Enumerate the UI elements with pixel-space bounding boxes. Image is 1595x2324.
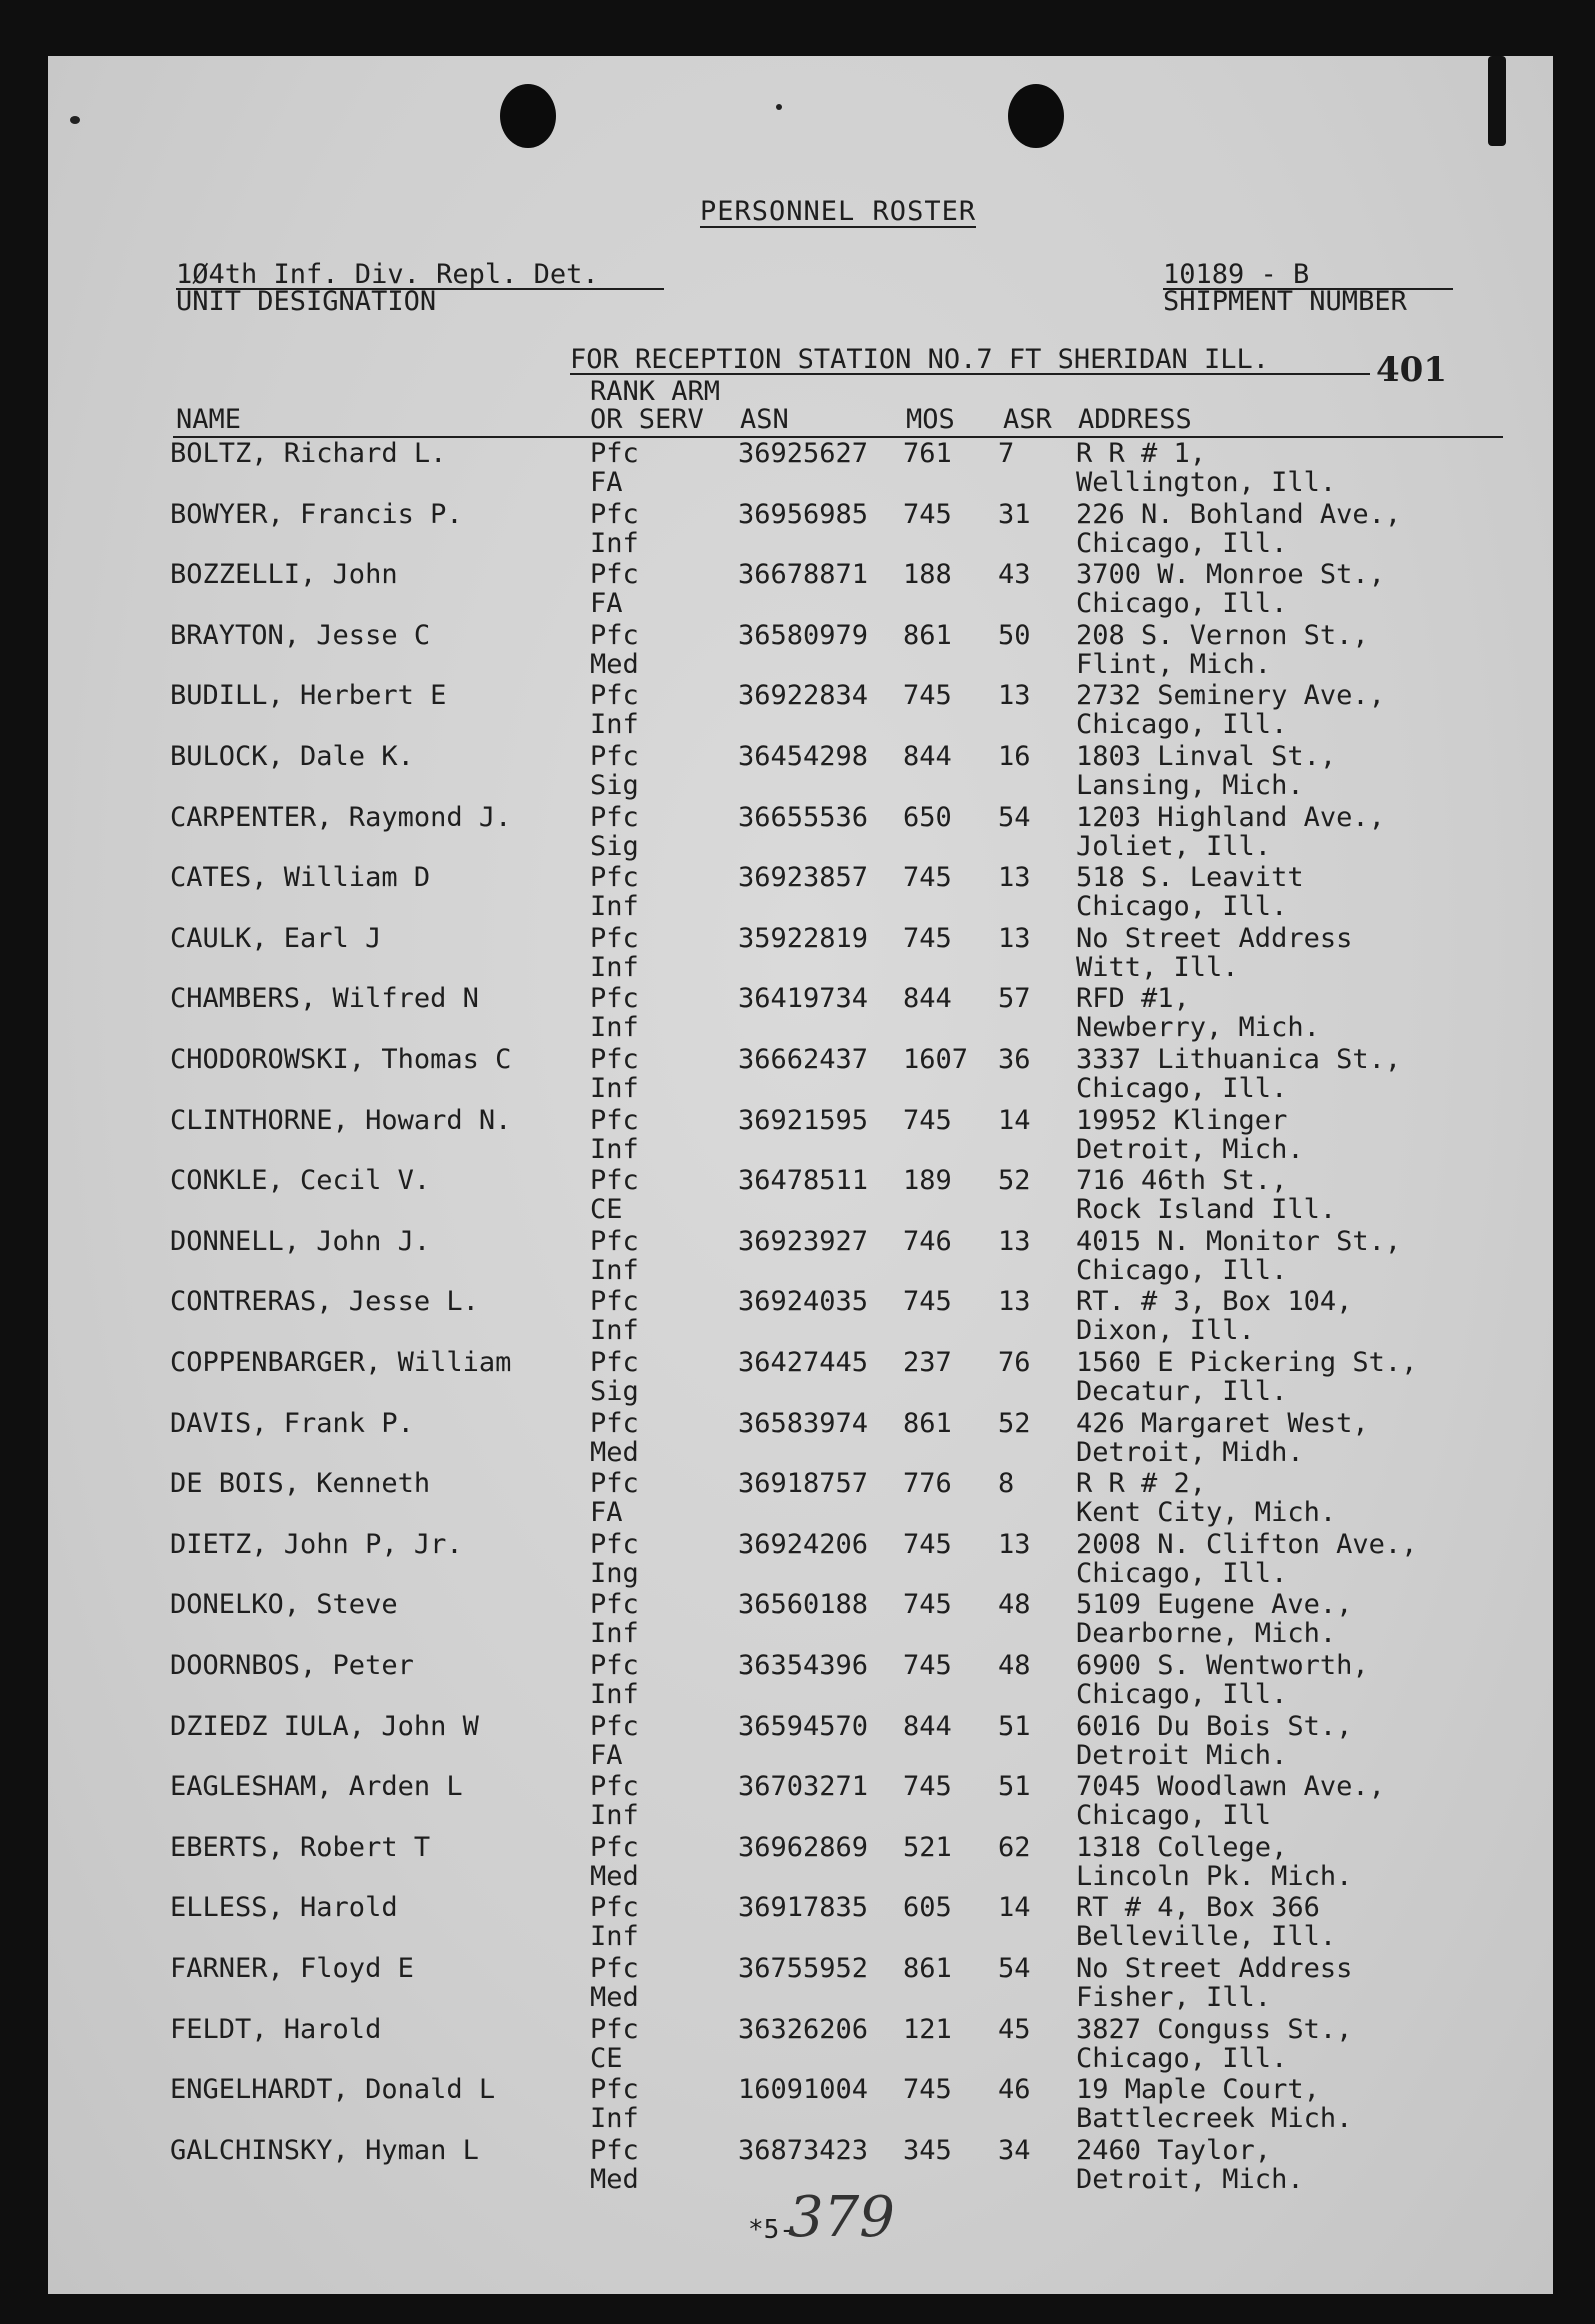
reception-rule: [570, 373, 1370, 375]
cell-asn: 36755952: [738, 1953, 869, 1984]
cell-address-line-1: 19952 Klinger: [1076, 1104, 1288, 1136]
cell-name: DONNELL, John J.: [170, 1225, 431, 1257]
cell-arm-or-service: Sig: [590, 770, 639, 801]
table-row: [48, 1894, 1553, 1954]
cell-address-line-2: Flint, Mich.: [1076, 648, 1272, 680]
cell-address-line-2: Chicago, Ill.: [1076, 891, 1288, 923]
reception-station-line: FOR RECEPTION STATION NO.7 FT SHERIDAN ILL.: [570, 344, 1269, 375]
shipment-number-value: 10189 - B: [1163, 259, 1310, 290]
cell-name: BOLTZ, Richard L.: [170, 438, 447, 469]
cell-address-line-2: Lansing, Mich.: [1076, 770, 1304, 801]
cell-asr: 51: [998, 1710, 1031, 1742]
cell-arm-or-service: FA: [590, 1739, 623, 1771]
cell-rank: Pfc: [590, 862, 639, 894]
footer-page-number: *5-: [748, 2215, 795, 2245]
cell-arm-or-service: Inf: [590, 1315, 639, 1347]
cell-address-line-2: Chicago, Ill.: [1076, 1557, 1288, 1589]
cell-asr: 14: [998, 1892, 1031, 1924]
cell-rank: Pfc: [590, 1710, 639, 1742]
table-row: [48, 2076, 1553, 2136]
cell-rank: Pfc: [590, 2134, 639, 2166]
cell-address-line-1: 226 N. Bohland Ave.,: [1076, 498, 1402, 530]
cell-asr: 57: [998, 983, 1031, 1015]
cell-mos: 188: [903, 559, 952, 591]
cell-name: ENGELHARDT, Donald L: [170, 2074, 496, 2106]
roster-page: [48, 56, 1553, 2294]
cell-asn: 36583974: [738, 1407, 869, 1439]
cell-name: DONELKO, Steve: [170, 1589, 398, 1621]
cell-arm-or-service: Med: [590, 2163, 639, 2195]
cell-rank: Pfc: [590, 1104, 639, 1136]
cell-name: CHODOROWSKI, Thomas C: [170, 1044, 512, 1075]
cell-asn: 36922834: [738, 680, 869, 712]
table-row: [48, 801, 1553, 864]
cell-asr: 54: [998, 1953, 1031, 1984]
cell-asr: 13: [998, 1225, 1031, 1257]
cell-address-line-1: 1560 E Pickering St.,: [1076, 1347, 1418, 1378]
cell-asr: 14: [998, 1104, 1031, 1136]
cell-asn: 36923857: [738, 862, 869, 894]
cell-asr: 13: [998, 1528, 1031, 1560]
table-row: [48, 619, 1553, 682]
header-asn: ASN: [740, 404, 789, 435]
cell-rank: Pfc: [590, 619, 639, 651]
header-asr: ASR: [1003, 404, 1052, 435]
shipment-number-label: SHIPMENT NUMBER: [1163, 286, 1407, 317]
cell-address-line-2: Dearborne, Mich.: [1076, 1618, 1337, 1650]
cell-rank: Pfc: [590, 1407, 639, 1439]
cell-name: CONTRERAS, Jesse L.: [170, 1286, 479, 1318]
cell-arm-or-service: Inf: [590, 709, 639, 741]
cell-name: CARPENTER, Raymond J.: [170, 801, 512, 833]
cell-mos: 861: [903, 1953, 952, 1984]
cell-asr: 36: [998, 1044, 1031, 1075]
table-row: [48, 1104, 1553, 1167]
cell-name: FELDT, Harold: [170, 2013, 382, 2045]
cell-address-line-2: Dixon, Ill.: [1076, 1315, 1255, 1347]
table-row: [48, 1046, 1553, 1106]
cell-rank: Pfc: [590, 1771, 639, 1803]
cell-mos: 745: [903, 2074, 952, 2106]
cell-mos: 605: [903, 1892, 952, 1924]
cell-address-line-2: Newberry, Mich.: [1076, 1012, 1320, 1044]
table-row: [48, 1470, 1553, 1530]
cell-rank: Pfc: [590, 680, 639, 712]
cell-address-line-1: 3337 Lithuanica St.,: [1076, 1044, 1402, 1075]
cell-name: BOZZELLI, John: [170, 559, 398, 591]
cell-address-line-1: 5109 Eugene Ave.,: [1076, 1589, 1353, 1621]
cell-address-line-1: No Street Address: [1076, 1953, 1353, 1984]
cell-address-line-1: 2460 Taylor,: [1076, 2134, 1272, 2166]
cell-mos: 345: [903, 2134, 952, 2166]
cell-arm-or-service: FA: [590, 588, 623, 620]
cell-mos: 745: [903, 922, 952, 954]
cell-asn: 36655536: [738, 801, 869, 833]
cell-asr: 51: [998, 1771, 1031, 1803]
cell-address-line-1: 1203 Highland Ave.,: [1076, 801, 1385, 833]
punch-hole-right: [1008, 84, 1064, 148]
cell-address-line-2: Chicago, Ill.: [1076, 588, 1288, 620]
header-or-serv: OR SERV: [590, 404, 704, 435]
cell-rank: Pfc: [590, 1468, 639, 1500]
cell-mos: 121: [903, 2013, 952, 2045]
cell-name: EAGLESHAM, Arden L: [170, 1771, 463, 1803]
cell-address-line-1: RT. # 3, Box 104,: [1076, 1286, 1353, 1318]
cell-asr: 8: [998, 1468, 1015, 1500]
table-row: [48, 1225, 1553, 1288]
cell-asn: 36924035: [738, 1286, 869, 1318]
cell-arm-or-service: FA: [590, 1497, 623, 1529]
table-row: [48, 985, 1553, 1045]
cell-name: BRAYTON, Jesse C: [170, 619, 431, 651]
cell-asr: 13: [998, 922, 1031, 954]
table-row: [48, 1167, 1553, 1227]
table-row: [48, 1407, 1553, 1470]
cell-asn: 36326206: [738, 2013, 869, 2045]
cell-arm-or-service: Inf: [590, 1133, 639, 1165]
cell-address-line-1: 4015 N. Monitor St.,: [1076, 1225, 1402, 1257]
table-row: [48, 1288, 1553, 1348]
cell-mos: 745: [903, 1771, 952, 1803]
cell-asr: 34: [998, 2134, 1031, 2166]
cell-name: EBERTS, Robert T: [170, 1831, 431, 1863]
cell-asn: 36956985: [738, 498, 869, 530]
cell-mos: 844: [903, 1710, 952, 1742]
table-row: [48, 1652, 1553, 1712]
unit-designation-label: UNIT DESIGNATION: [176, 286, 437, 317]
cell-address-line-2: Chicago, Ill.: [1076, 709, 1288, 741]
cell-asn: 36427445: [738, 1347, 869, 1378]
table-row: [48, 864, 1553, 924]
cell-name: CATES, William D: [170, 862, 431, 894]
cell-name: CLINTHORNE, Howard N.: [170, 1104, 512, 1136]
cell-arm-or-service: Inf: [590, 1254, 639, 1286]
cell-mos: 745: [903, 680, 952, 712]
header-name: NAME: [176, 404, 242, 435]
cell-mos: 861: [903, 619, 952, 651]
ink-speck: [776, 104, 782, 110]
cell-rank: Pfc: [590, 1953, 639, 1984]
cell-address-line-1: 426 Margaret West,: [1076, 1407, 1369, 1439]
cell-name: COPPENBARGER, William: [170, 1347, 512, 1378]
cell-arm-or-service: Inf: [590, 1679, 639, 1710]
table-row: [48, 682, 1553, 742]
cell-arm-or-service: CE: [590, 1194, 623, 1226]
cell-asr: 52: [998, 1165, 1031, 1197]
cell-address-line-2: Chicago, Ill.: [1076, 1073, 1288, 1104]
cell-asn: 36478511: [738, 1165, 869, 1197]
handwritten-number: 379: [788, 2185, 895, 2250]
cell-address-line-2: Chicago, Ill: [1076, 1800, 1272, 1832]
cell-asn: 36454298: [738, 741, 869, 772]
cell-asr: 45: [998, 2013, 1031, 2045]
cell-address-line-1: 6900 S. Wentworth,: [1076, 1650, 1369, 1681]
cell-mos: 761: [903, 438, 952, 469]
cell-address-line-2: Fisher, Ill.: [1076, 1982, 1272, 2013]
cell-mos: 745: [903, 1650, 952, 1681]
cell-mos: 861: [903, 1407, 952, 1439]
cell-asn: 36580979: [738, 619, 869, 651]
cell-mos: 745: [903, 1104, 952, 1136]
cell-arm-or-service: Inf: [590, 1921, 639, 1953]
cell-address-line-1: 1803 Linval St.,: [1076, 741, 1337, 772]
cell-mos: 844: [903, 983, 952, 1015]
cell-mos: 1607: [903, 1044, 969, 1075]
cell-rank: Pfc: [590, 2074, 639, 2106]
cell-arm-or-service: Med: [590, 1982, 639, 2013]
cell-arm-or-service: Inf: [590, 2103, 639, 2135]
cell-address-line-1: 518 S. Leavitt: [1076, 862, 1304, 894]
cell-asn: 36923927: [738, 1225, 869, 1257]
cell-address-line-1: 208 S. Vernon St.,: [1076, 619, 1369, 651]
cell-name: GALCHINSKY, Hyman L: [170, 2134, 479, 2166]
cell-rank: Pfc: [590, 1347, 639, 1378]
cell-asr: 16: [998, 741, 1031, 772]
cell-name: CHAMBERS, Wilfred N: [170, 983, 479, 1015]
cell-address-line-2: Decatur, Ill.: [1076, 1376, 1288, 1407]
cell-asn: 36917835: [738, 1892, 869, 1924]
cell-address-line-2: Joliet, Ill.: [1076, 830, 1272, 862]
cell-address-line-2: Kent City, Mich.: [1076, 1497, 1337, 1529]
cell-arm-or-service: Med: [590, 648, 639, 680]
table-row: [48, 1955, 1553, 2015]
cell-name: DOORNBOS, Peter: [170, 1650, 414, 1681]
cell-asn: 16091004: [738, 2074, 869, 2106]
cell-address-line-2: Witt, Ill.: [1076, 951, 1239, 983]
table-row: [48, 1831, 1553, 1894]
cell-address-line-1: 3700 W. Monroe St.,: [1076, 559, 1385, 591]
cell-rank: Pfc: [590, 1892, 639, 1924]
table-row: [48, 1349, 1553, 1409]
cell-mos: 521: [903, 1831, 952, 1863]
cell-asn: 36662437: [738, 1044, 869, 1075]
cell-rank: Pfc: [590, 1831, 639, 1863]
cell-arm-or-service: Sig: [590, 1376, 639, 1407]
cell-rank: Pfc: [590, 1589, 639, 1621]
cell-asr: 48: [998, 1589, 1031, 1621]
table-row: [48, 1528, 1553, 1591]
cell-address-line-2: Chicago, Ill.: [1076, 2042, 1288, 2074]
cell-rank: Pfc: [590, 1225, 639, 1257]
cell-asn: 36925627: [738, 438, 869, 469]
cell-address-line-1: 6016 Du Bois St.,: [1076, 1710, 1353, 1742]
cell-rank: Pfc: [590, 2013, 639, 2045]
cell-arm-or-service: Inf: [590, 527, 639, 559]
cell-mos: 745: [903, 498, 952, 530]
cell-address-line-2: Rock Island Ill.: [1076, 1194, 1337, 1226]
cell-address-line-2: Wellington, Ill.: [1076, 467, 1337, 498]
cell-rank: Pfc: [590, 559, 639, 591]
cell-name: BULOCK, Dale K.: [170, 741, 414, 772]
cell-asr: 13: [998, 862, 1031, 894]
cell-rank: Pfc: [590, 1044, 639, 1075]
cell-arm-or-service: Inf: [590, 891, 639, 923]
cell-asn: 36419734: [738, 983, 869, 1015]
cell-asr: 76: [998, 1347, 1031, 1378]
cell-asn: 36354396: [738, 1650, 869, 1681]
cell-address-line-2: Detroit Mich.: [1076, 1739, 1288, 1771]
cell-name: DE BOIS, Kenneth: [170, 1468, 431, 1500]
table-row: [48, 1710, 1553, 1773]
cell-rank: Pfc: [590, 801, 639, 833]
cell-rank: Pfc: [590, 438, 639, 469]
cell-arm-or-service: Inf: [590, 1073, 639, 1104]
cell-asn: 36918757: [738, 1468, 869, 1500]
cell-address-line-1: 1318 College,: [1076, 1831, 1288, 1863]
cell-address-line-2: Battlecreek Mich.: [1076, 2103, 1353, 2135]
cell-name: DIETZ, John P, Jr.: [170, 1528, 463, 1560]
cell-mos: 745: [903, 862, 952, 894]
cell-rank: Pfc: [590, 983, 639, 1015]
cell-asr: 48: [998, 1650, 1031, 1681]
cell-name: CONKLE, Cecil V.: [170, 1165, 431, 1197]
cell-address-line-1: 716 46th St.,: [1076, 1165, 1288, 1197]
unit-designation-value: 1Ø4th Inf. Div. Repl. Det.: [176, 259, 599, 290]
edge-mark: [1488, 56, 1506, 146]
cell-address-line-1: R R # 1,: [1076, 438, 1207, 469]
cell-address-line-1: 2732 Seminery Ave.,: [1076, 680, 1385, 712]
page-stamp-number: 401: [1376, 350, 1447, 390]
cell-asr: 52: [998, 1407, 1031, 1439]
cell-arm-or-service: CE: [590, 2042, 623, 2074]
cell-asn: 36560188: [738, 1589, 869, 1621]
cell-asn: 36924206: [738, 1528, 869, 1560]
cell-mos: 844: [903, 741, 952, 772]
cell-address-line-2: Chicago, Ill.: [1076, 1679, 1288, 1710]
header-mos: MOS: [906, 404, 955, 435]
cell-asr: 7: [998, 438, 1015, 469]
cell-mos: 746: [903, 1225, 952, 1257]
cell-address-line-1: RFD #1,: [1076, 983, 1190, 1015]
cell-asr: 43: [998, 559, 1031, 591]
cell-address-line-2: Detroit, Mich.: [1076, 2163, 1304, 2195]
cell-name: BUDILL, Herbert E: [170, 680, 447, 712]
cell-asn: 36678871: [738, 559, 869, 591]
cell-mos: 776: [903, 1468, 952, 1500]
cell-name: DAVIS, Frank P.: [170, 1407, 414, 1439]
cell-mos: 745: [903, 1528, 952, 1560]
cell-address-line-1: 19 Maple Court,: [1076, 2074, 1320, 2106]
cell-rank: Pfc: [590, 922, 639, 954]
cell-name: DZIEDZ IULA, John W: [170, 1710, 479, 1742]
cell-rank: Pfc: [590, 1650, 639, 1681]
cell-arm-or-service: Inf: [590, 1618, 639, 1650]
table-row: [48, 922, 1553, 985]
cell-address-line-2: Chicago, Ill.: [1076, 527, 1288, 559]
header-address: ADDRESS: [1078, 404, 1192, 435]
cell-name: FARNER, Floyd E: [170, 1953, 414, 1984]
cell-asr: 31: [998, 498, 1031, 530]
cell-address-line-1: RT # 4, Box 366: [1076, 1892, 1320, 1924]
cell-rank: Pfc: [590, 741, 639, 772]
cell-asr: 13: [998, 1286, 1031, 1318]
cell-address-line-2: Detroit, Midh.: [1076, 1436, 1304, 1468]
cell-mos: 745: [903, 1589, 952, 1621]
cell-mos: 237: [903, 1347, 952, 1378]
cell-asn: 36873423: [738, 2134, 869, 2166]
cell-address-line-1: 3827 Conguss St.,: [1076, 2013, 1353, 2045]
cell-rank: Pfc: [590, 498, 639, 530]
cell-address-line-2: Belleville, Ill.: [1076, 1921, 1337, 1953]
page-title: PERSONNEL ROSTER: [700, 196, 977, 227]
cell-asr: 54: [998, 801, 1031, 833]
cell-asr: 46: [998, 2074, 1031, 2106]
cell-address-line-1: No Street Address: [1076, 922, 1353, 954]
table-row: [48, 743, 1553, 803]
cell-address-line-1: 2008 N. Clifton Ave.,: [1076, 1528, 1418, 1560]
cell-arm-or-service: Med: [590, 1860, 639, 1892]
cell-arm-or-service: Inf: [590, 951, 639, 983]
cell-name: ELLESS, Harold: [170, 1892, 398, 1924]
cell-address-line-1: R R # 2,: [1076, 1468, 1207, 1500]
cell-rank: Pfc: [590, 1165, 639, 1197]
table-row: [48, 561, 1553, 621]
cell-arm-or-service: Ing: [590, 1557, 639, 1589]
header-rank-arm: RANK ARM: [590, 376, 721, 407]
cell-arm-or-service: Sig: [590, 830, 639, 862]
cell-name: CAULK, Earl J: [170, 922, 382, 954]
cell-mos: 745: [903, 1286, 952, 1318]
cell-address-line-1: 7045 Woodlawn Ave.,: [1076, 1771, 1385, 1803]
cell-asr: 50: [998, 619, 1031, 651]
cell-mos: 650: [903, 801, 952, 833]
cell-address-line-2: Lincoln Pk. Mich.: [1076, 1860, 1353, 1892]
cell-name: BOWYER, Francis P.: [170, 498, 463, 530]
table-row: [48, 440, 1553, 500]
cell-rank: Pfc: [590, 1286, 639, 1318]
cell-asn: 36594570: [738, 1710, 869, 1742]
cell-asn: 36921595: [738, 1104, 869, 1136]
cell-asn: 36703271: [738, 1771, 869, 1803]
cell-arm-or-service: Inf: [590, 1012, 639, 1044]
table-row: [48, 2013, 1553, 2076]
table-row: [48, 1591, 1553, 1651]
cell-arm-or-service: FA: [590, 467, 623, 498]
ink-speck: [70, 116, 80, 124]
punch-hole-left: [500, 84, 556, 148]
cell-asn: 35922819: [738, 922, 869, 954]
table-row: [48, 498, 1553, 561]
cell-address-line-2: Chicago, Ill.: [1076, 1254, 1288, 1286]
cell-arm-or-service: Inf: [590, 1800, 639, 1832]
cell-asr: 13: [998, 680, 1031, 712]
cell-rank: Pfc: [590, 1528, 639, 1560]
cell-asn: 36962869: [738, 1831, 869, 1863]
cell-asr: 62: [998, 1831, 1031, 1863]
table-row: [48, 1773, 1553, 1833]
cell-address-line-2: Detroit, Mich.: [1076, 1133, 1304, 1165]
cell-mos: 189: [903, 1165, 952, 1197]
cell-arm-or-service: Med: [590, 1436, 639, 1468]
